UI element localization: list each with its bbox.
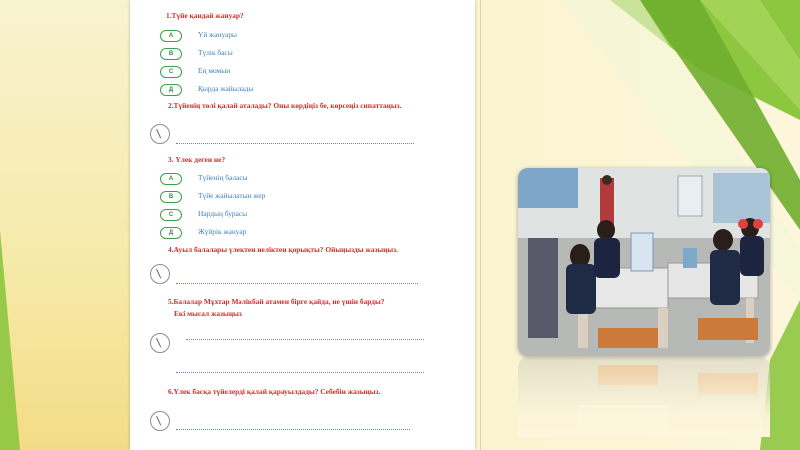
option-text: Ең момын (198, 66, 231, 75)
q1-option-b[interactable] (148, 48, 448, 60)
answer-line-4[interactable] (176, 283, 418, 284)
q3-option-b[interactable] (148, 191, 448, 203)
option-text: Түйенің баласы (198, 173, 248, 182)
answer-line-5a[interactable] (186, 339, 424, 340)
option-letter-badge: Д (160, 227, 182, 239)
option-letter-badge: С (160, 209, 182, 221)
question-2: 2.Түйенің төлі қалай аталады? Оны көрдіңіз бе, көрсеңіз сипаттаңыз. (168, 101, 402, 110)
pencil-icon (150, 333, 170, 353)
q1-option-c[interactable] (148, 66, 448, 78)
option-letter-badge: В (160, 48, 182, 60)
worksheet-page (130, 0, 475, 450)
green-right-band-1 (610, 0, 800, 120)
reflection-fade (518, 357, 770, 437)
option-letter-badge: А (160, 173, 182, 185)
option-text: Үй жануары (198, 30, 238, 39)
option-text: Жүйрік жануар (198, 227, 247, 236)
q3-option-a[interactable] (148, 173, 448, 185)
pencil-icon (150, 264, 170, 284)
question-5-subtext: Екі мысал жазыңыз (174, 309, 242, 318)
q3-option-d[interactable] (148, 227, 448, 239)
option-letter-badge: В (160, 191, 182, 203)
question-4: 4.Ауыл балалары үлектен неліктен қорықты? Ойыңызды жазыңыз. (168, 245, 398, 254)
question-1: 1.Түйе қандай жануар? (166, 11, 244, 20)
green-right-band-3 (700, 0, 800, 110)
option-text: Түлік басы (198, 48, 233, 57)
option-text: Нардың бурасы (198, 209, 248, 218)
q1-option-d[interactable] (148, 84, 448, 96)
answer-line-5b[interactable] (176, 372, 424, 373)
pencil-icon (150, 124, 170, 144)
question-3: 3. Үлек деген не? (168, 155, 226, 164)
classroom-illustration (518, 168, 770, 356)
option-letter-badge: С (160, 66, 182, 78)
option-letter-badge: А (160, 30, 182, 42)
option-letter-badge: Д (160, 84, 182, 96)
q1-option-a[interactable] (148, 30, 448, 42)
option-text: Түйе жайылатын жер (198, 191, 266, 200)
q3-option-c[interactable] (148, 209, 448, 221)
page-divider (480, 0, 481, 450)
question-5: 5.Балалар Мұхтар Мәлікбай атамен бірге қайда, не үшін барды? (168, 297, 385, 306)
option-text: Қырда жайылады (198, 84, 254, 93)
answer-line-2[interactable] (176, 143, 414, 144)
answer-line-6[interactable] (176, 429, 410, 430)
pencil-icon (150, 411, 170, 431)
question-6: 6.Үлек басқа түйелерді қалай қарауылдады? Себебін жазыңыз. (168, 387, 381, 396)
background-left-band (0, 0, 130, 450)
classroom-photo (518, 168, 770, 356)
